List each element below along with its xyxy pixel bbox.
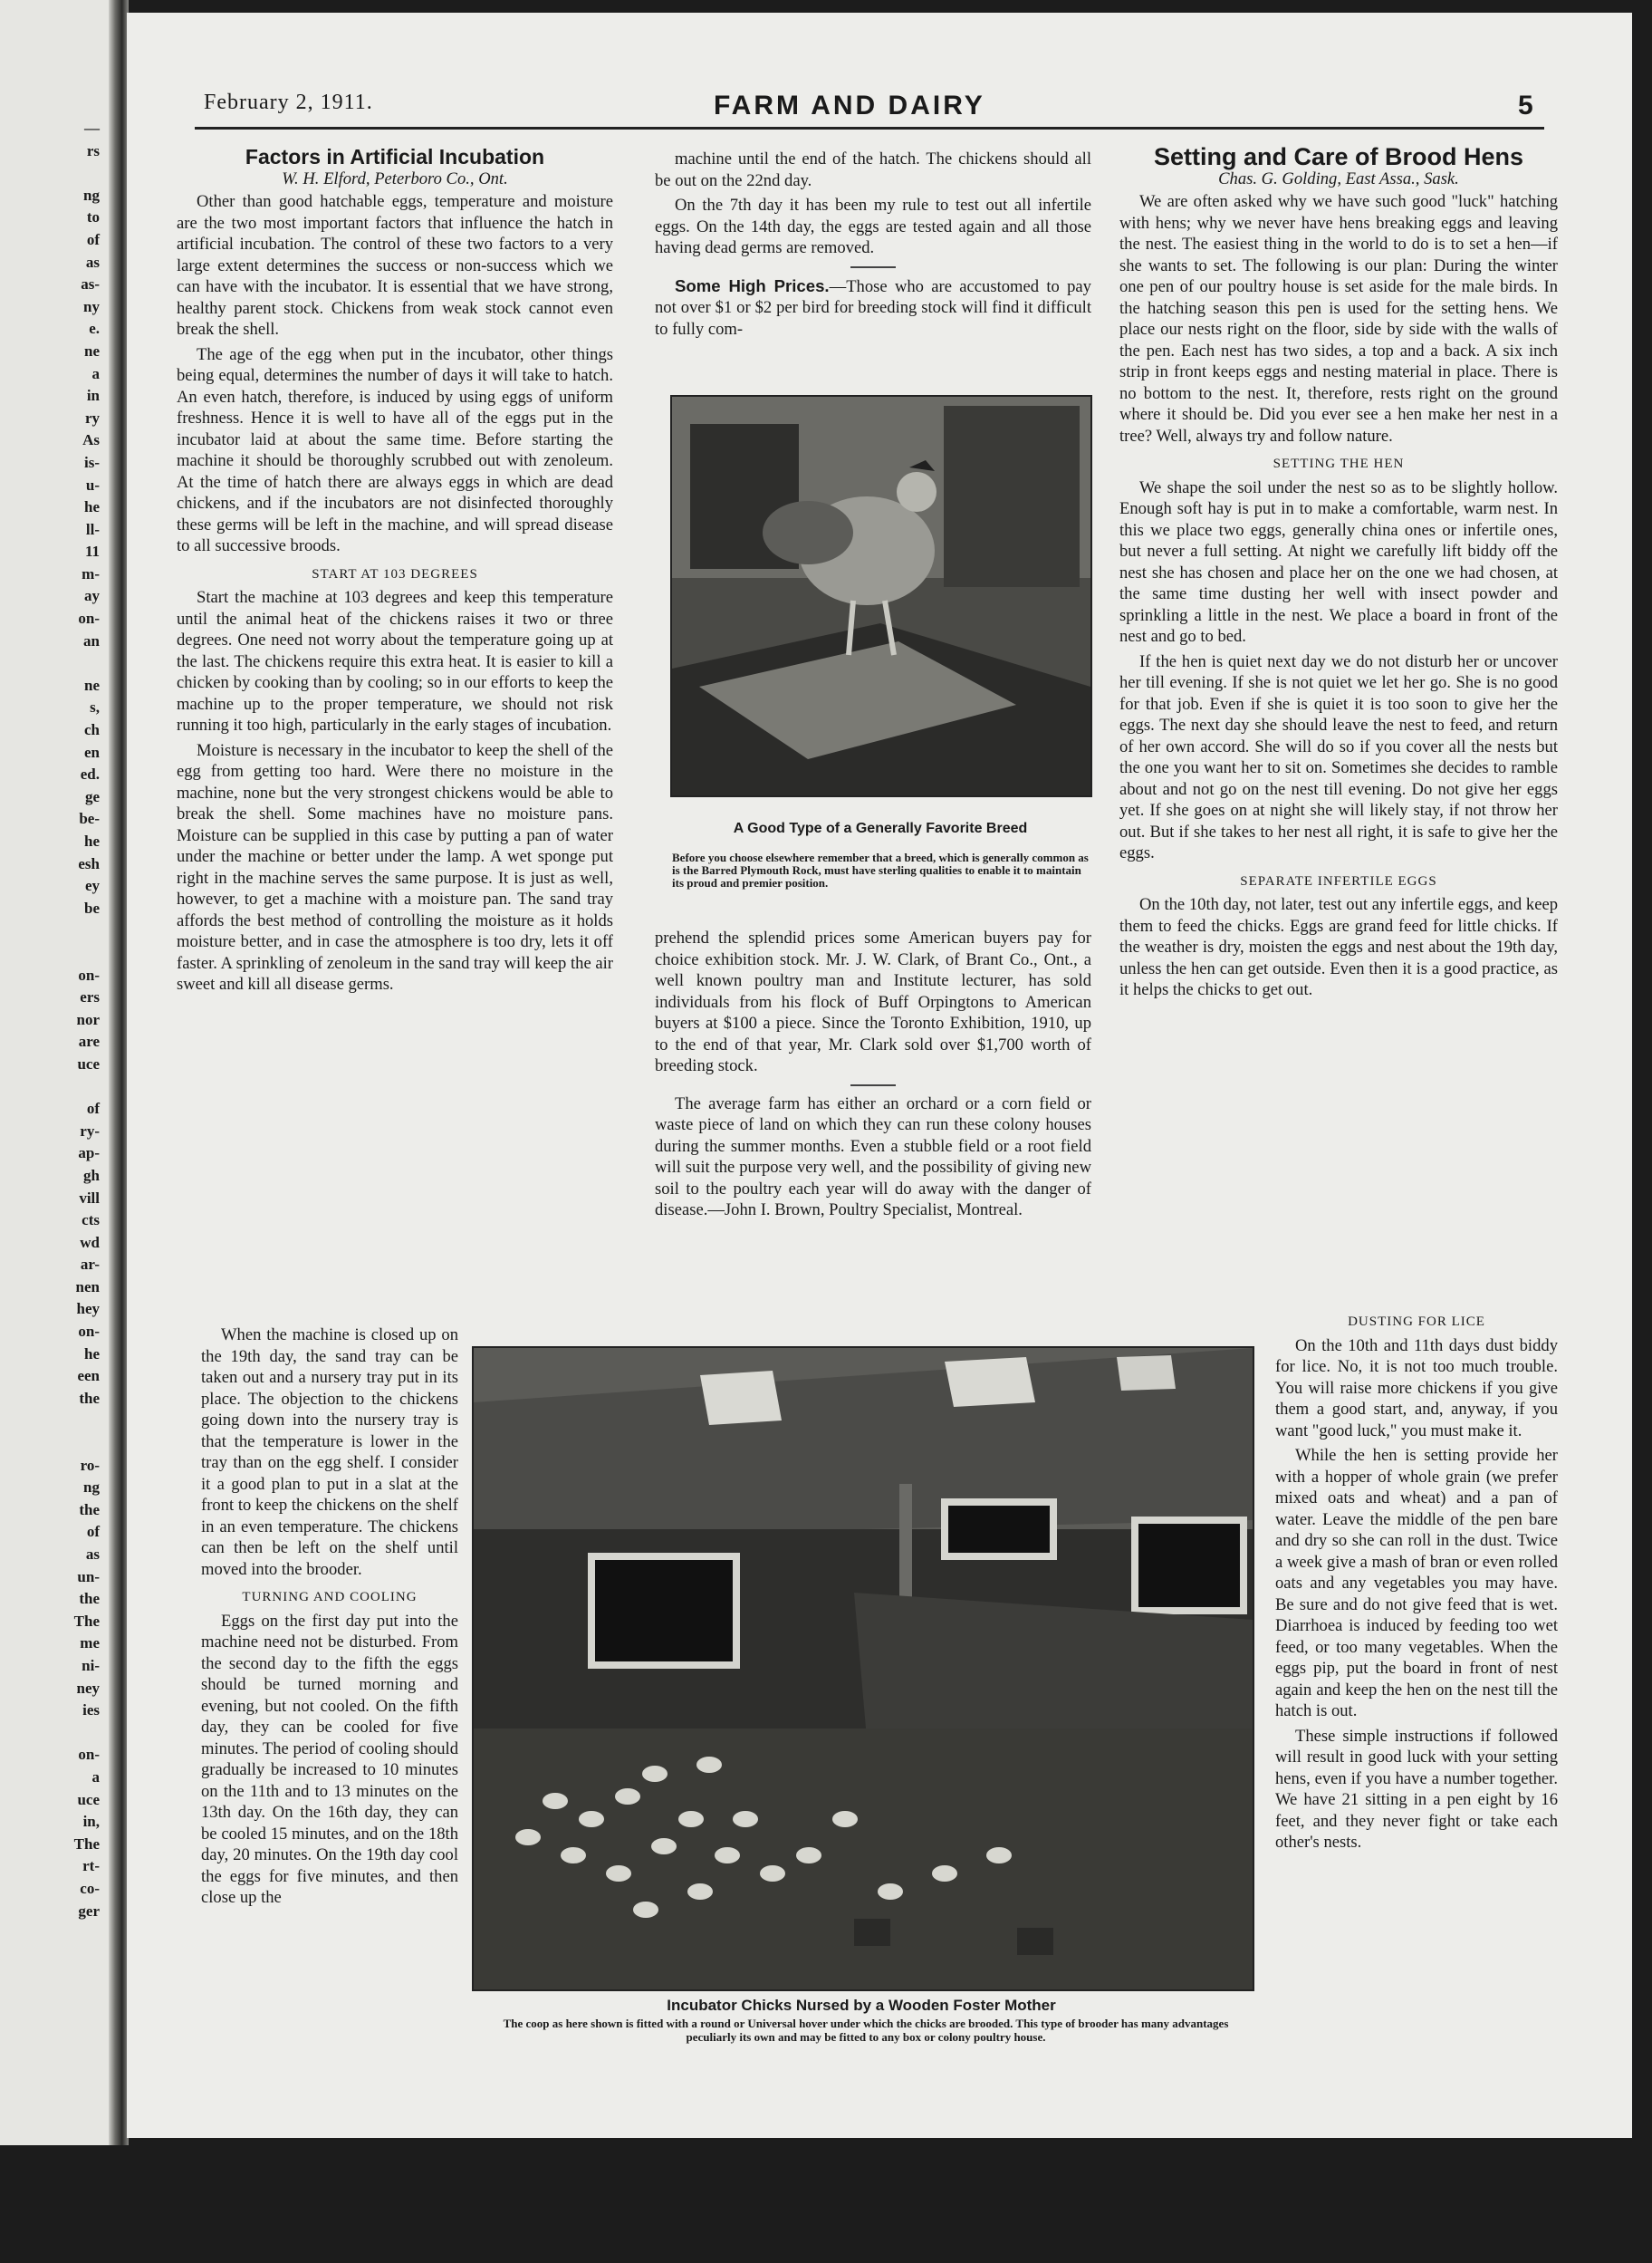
- facing-page-fragment: ch: [84, 721, 100, 739]
- article-brood-hens: [1119, 143, 1558, 1001]
- middle-column: [655, 147, 1091, 340]
- article-title: Factors in Artificial Incubation: [245, 145, 545, 169]
- publication-title: FARM AND DAIRY: [714, 91, 985, 120]
- facing-page-fragment: hey: [76, 1300, 100, 1318]
- facing-page-fragment: [0, 1410, 100, 1432]
- facing-page-fragment: ny: [83, 297, 100, 315]
- photo-plymouth-rock-rooster: [670, 395, 1092, 797]
- facing-page-fragment: in: [86, 387, 100, 405]
- facing-page-fragment: u-: [85, 476, 100, 494]
- facing-page-fragment: are: [78, 1033, 100, 1051]
- facing-page-fragment: an: [83, 631, 100, 650]
- facing-page-fragment: as-: [81, 275, 100, 294]
- facing-page-fragment: ney: [76, 1679, 100, 1697]
- facing-page-fragment: ers: [80, 988, 100, 1006]
- facing-page-fragment: on-: [78, 1323, 100, 1341]
- facing-page-fragment: the: [79, 1389, 100, 1407]
- facing-page-fragment: be: [84, 899, 100, 917]
- facing-page-fragment: ne: [84, 342, 100, 360]
- paragraph: Start the machine at 103 degrees and keep this temperature until the animal heat of the chickens raises it two or three degrees. One need not worry about the temperature going up at the last. The chickens require this extra heat. It is easier to kill a chicken by cooking than by cooling; so in our efforts to keep the machine up to the proper temperature, we should not risk running it too high, particularly in the early stages of incubation.: [177, 588, 613, 735]
- facing-page-fragment: co-: [80, 1879, 100, 1897]
- paragraph: We are often asked why we have such good "luck" hatching with hens; why we never have hens breaking eggs and leaving the nest. The easiest thing in the world to do is to set a hen—if she wants to set. The following is our plan: During the winter one pen of our poultry house is set aside for the male birds. In the hatching season this pen is used for the setting hens. We place our nests right on the floor, side by side with the walls of the pen. Each nest has two sides, a top and a back. A six inch strip in front keeps eggs and nesting material in place. There is no bottom to the nest. It, therefore, rests right on the ground where it should be. Did you ever see a hen make her nest in a tree? Well, always try and follow nature.: [1119, 192, 1558, 446]
- subheading: SETTING THE HEN: [1273, 457, 1405, 471]
- middle-column-lower: [655, 928, 1091, 1221]
- photo2-caption-text: The coop as here shown is fitted with a round or Universal hover under which the chicks are brooded. This type of brooder has many advantages peculiarly its own and may be fitted to any box or colony poultry house.: [503, 2017, 1229, 2044]
- photo-incubator-chicks-coop: [472, 1346, 1254, 1991]
- facing-page-fragment: rs: [86, 141, 100, 159]
- facing-page-fragment: ry: [84, 409, 100, 427]
- facing-page-fragment: [0, 1722, 100, 1745]
- paragraph: These simple instructions if followed will result in good luck with your setting hens, even if you have a number together. We have 21 sitting in a pen eight by 16 feet, and they never fight or take each other's nests.: [1275, 1726, 1558, 1852]
- paragraph-high-prices: [655, 275, 1091, 341]
- facing-page-fragment: of: [86, 1100, 100, 1118]
- facing-page-fragment: ay: [84, 587, 100, 605]
- paragraph: The age of the egg when put in the incubator, other things being equal, determines the number of days it will take to hatch. An even hatch, therefore, is induced by using eggs of uniform freshness. Hence it is well to have all of the eggs put in the incubator laid at about the same time. Before starting the machine it should be thoroughly scrubbed out with zenoleum. At the time of hatch there are always eggs in which are dead chickens, and if the incubators are not disinfected thoroughly these germs will be left in the machine, and will spread disease to all successive broods.: [177, 344, 613, 555]
- facing-page-fragment: ni-: [82, 1656, 100, 1674]
- facing-page-fragment: e.: [89, 320, 100, 338]
- article-incubation: [177, 147, 613, 996]
- article-incubation-continued: [201, 1324, 458, 1909]
- facing-page-fragment: ge: [84, 787, 100, 805]
- article-byline: Chas. G. Golding, East Assa., Sask.: [1218, 169, 1459, 188]
- facing-page-fragment: to: [86, 208, 100, 226]
- facing-page-fragment: en: [84, 743, 100, 761]
- paragraph: Eggs on the first day put into the machine need not be disturbed. From the second day to the fifth the eggs should be turned morning and evening, but not cooled. On the fifth day, they can be cooled for five minutes. The period of cooling should gradually be increased to 10 minutes on the 11th and to 13 minutes on the 13th day. On the 16th day, they can be cooled 15 minutes, and on the 18th day, 20 minutes. On the 19th day cool the eggs for five minutes, and then close up the: [201, 1611, 458, 1907]
- facing-page-fragment: ies: [82, 1701, 100, 1719]
- facing-page-fragment: [0, 942, 100, 965]
- facing-page-fragment: [0, 1076, 100, 1099]
- facing-page-fragment: m-: [82, 564, 100, 583]
- facing-page-fragment: uce: [77, 1054, 100, 1073]
- paragraph: Moisture is necessary in the incubator to keep the shell of the egg from getting too hard. Were there no moisture in the machine, none but the very strongest chickens would be able to break the shell. Some machines have no moisture pans. Moisture can be supplied in this case by putting a pan of water under the machine or better under the lamp. A wet sponge put right in the machine serves the same purpose. It is just as well, however, to get a machine with a moisture pan. The sand tray affords the best method of controlling the moisture as it holds moisture better, and in case the atmosphere is too dry, lets it off faster. A sprinkling of zenoleum in the sand tray will keep the air sweet and kill all disease germs.: [177, 740, 613, 994]
- paragraph: On the 10th day, not later, test out any infertile eggs, and keep them to feed the chicks. Eggs are grand feed for little chicks. If the weather is dry, moisten the eggs and nest about the 19th day, unless the hen can get outside. Even then it is a good practice, as it helps the chicks to get out.: [1119, 895, 1558, 999]
- facing-page-edge-text: [0, 0, 109, 2263]
- facing-page-fragment: As: [82, 431, 100, 449]
- subheading: START AT 103 DEGREES: [312, 566, 478, 582]
- paragraph: machine until the end of the hatch. The chickens should all be out on the 22nd day.: [655, 149, 1091, 190]
- facing-page-fragment: ey: [84, 877, 100, 895]
- paragraph: When the machine is closed up on the 19th day, the sand tray can be taken out and a nursery tray put in its place. The objection to the chickens going down into the nursery tray is that the temperature is lower in the tray than on the egg shelf. I consider it a good plan to put in a slat at the front to keep the chickens on the shelf in an even temperature. The chickens can then be left on the shelf until moved into the brooder.: [201, 1325, 458, 1579]
- facing-page-fragment: ar-: [80, 1256, 100, 1274]
- divider: [850, 266, 896, 268]
- facing-page-fragment: is-: [84, 453, 100, 471]
- facing-page-fragment: he: [84, 1344, 100, 1363]
- facing-page-fragment: esh: [78, 854, 100, 872]
- subheading: SEPARATE INFERTILE EGGS: [1240, 873, 1437, 889]
- page-number: 5: [1518, 91, 1533, 120]
- photo1-caption-text: Before you choose elsewhere remember that a breed, which is generally common as is the Barred Plymouth Rock, must have sterling qualities to enable it to maintain its proud and premier position.: [672, 851, 1089, 890]
- facing-page-fragment: ry-: [80, 1122, 100, 1140]
- facing-page-fragment: me: [80, 1634, 100, 1652]
- run-in-head: Some High Prices.: [675, 275, 830, 295]
- facing-page-fragment: [0, 920, 100, 942]
- facing-page-fragment: uce: [77, 1790, 100, 1808]
- facing-page-fragment: gh: [83, 1166, 100, 1184]
- facing-page-fragment: ng: [83, 186, 100, 204]
- paragraph: prehend the splendid prices some American buyers pay for choice exhibition stock. Mr. J. W. Clark, of Brant Co., Ont., a well known poultry man and Institute lecturer, has sold individuals from his flock of Buff Orpingtons to American buyers at $100 a piece. Since the Toronto Exhibition, 1910, up to the end of that year, Mr. Clark sold over $1,700 worth of breeding stock.: [655, 929, 1091, 1075]
- article-byline: W. H. Elford, Peterboro Co., Ont.: [282, 169, 508, 188]
- facing-page-fragment: as: [85, 253, 100, 271]
- subheading: DUSTING FOR LICE: [1348, 1314, 1485, 1329]
- facing-page-fragment: vill: [79, 1189, 100, 1207]
- facing-page-fragment: the: [79, 1500, 100, 1518]
- facing-page-fragment: on-: [78, 966, 100, 984]
- facing-page-fragment: of: [86, 1523, 100, 1541]
- facing-page-fragment: nor: [76, 1010, 100, 1028]
- facing-page-fragment: he: [84, 833, 100, 850]
- paragraph: On the 7th day it has been my rule to test out all infertile eggs. On the 14th day, the eggs are tested again and all those having dead germs are removed.: [655, 196, 1091, 257]
- binding-gutter: [109, 0, 129, 2145]
- paragraph: We shape the soil under the nest so as to be slightly hollow. Enough soft hay is put in to make a comfortable, warm nest. In this we place two eggs, generally china ones or infertile ones, but never a full setting. At night we carefully lift biddy off the nest she has chosen and place her on the one we had chosen, at the same time dusting her well with insect powder and sprinkling a little in the nest. We place a board in front of the nest and go to bed.: [1119, 477, 1558, 646]
- facing-page-fragment: on-: [78, 1746, 100, 1764]
- facing-page-fragment: een: [77, 1367, 100, 1385]
- facing-page-fragment: [0, 652, 100, 675]
- facing-page-fragment: ap-: [78, 1144, 100, 1162]
- divider: [850, 1084, 896, 1086]
- facing-page-fragment: a: [91, 364, 100, 382]
- facing-page-fragment: a: [91, 1767, 100, 1786]
- article-brood-hens-continued: [1275, 1314, 1558, 1854]
- paragraph-text: —Those who are accustomed to pay not over $1 or $2 per bird for breeding stock will find it difficult to fully com-: [655, 276, 1091, 339]
- facing-page-fragment: ed.: [80, 766, 100, 784]
- header-rule: [195, 127, 1544, 130]
- facing-page-fragment: The: [73, 1612, 100, 1630]
- facing-page-fragment: [0, 162, 100, 185]
- facing-page-fragment: ger: [78, 1902, 100, 1920]
- facing-page-fragment: —: [84, 120, 100, 137]
- article-title: Setting and Care of Brood Hens: [1153, 143, 1524, 170]
- facing-page-fragment: be-: [79, 810, 100, 828]
- facing-page-fragment: in,: [82, 1813, 100, 1831]
- paragraph: Other than good hatchable eggs, temperature and moisture are the two most important factors that influence the hatch in artificial incubation. The control of these two factors to a very large extent determines the success or non-success which we can have with the incubator. It is essential that we have strong, healthy parent stock. Chickens from weak stock cannot even break the shell.: [177, 192, 613, 339]
- paragraph: On the 10th and 11th days dust biddy for lice. No, it is not too much trouble. You will raise more chickens if you give them a good start, and, anyway, if you want "good luck," you must make it.: [1275, 1335, 1558, 1440]
- facing-page-fragment: ro-: [80, 1456, 100, 1474]
- facing-page-fragment: he: [84, 498, 100, 516]
- facing-page-fragment: ne: [84, 676, 100, 694]
- facing-page-fragment: 11: [84, 543, 100, 561]
- facing-page-fragment: s,: [90, 698, 100, 717]
- facing-page-fragment: rt-: [82, 1857, 100, 1875]
- facing-page-fragment: of: [86, 230, 100, 248]
- facing-page-fragment: un-: [77, 1567, 100, 1585]
- paragraph: If the hen is quiet next day we do not disturb her or uncover her till evening. If she is not quiet we let her go. She is no good for that job. Even if she is quiet it is too soon to give her the eggs. The next day she should leave the nest to feed, and return of her own accord. She will do so if you cover all the nests but the one you want her to sit on. Sometimes she decides to ramble about and not go on the nest till evening. Do not give her eggs yet. If she goes on at night she will likely stay, if not throw her out. But if she takes to her nest all right, it is safe to give her the eggs.: [1119, 651, 1558, 862]
- facing-page-fragment: cts: [82, 1211, 100, 1229]
- paragraph: While the hen is setting provide her with a hopper of whole grain (we prefer mixed oats and wheat) and a pan of water. Leave the middle of the pen bare and dry so she can roll in the dust. Twice a week give a mash of bran or even rolled oats and any vegetables you may have. Be sure and do not give feed that is wet. Diarrhoea is induced by feeding too wet feed, or too many vegetables. When the eggs pip, put the board in front of nest again and keep the hen on the nest till the hatch is out.: [1275, 1446, 1558, 1720]
- issue-date: February 2, 1911.: [204, 91, 373, 114]
- facing-page-fragment: [0, 1432, 100, 1455]
- facing-page-fragment: the: [79, 1590, 100, 1608]
- facing-page-fragment: ll-: [85, 520, 100, 538]
- facing-page-fragment: nen: [75, 1277, 100, 1295]
- subheading: TURNING AND COOLING: [242, 1590, 418, 1604]
- facing-page-fragment: ng: [83, 1478, 100, 1497]
- paragraph: The average farm has either an orchard or a corn field or waste piece of land on which they can run these colony houses during the summer months. Even a stubble field or a root field will suit the purpose very well, and the possibility of giving new soil to the poultry each year will do away with the danger of disease.—John I. Brown, Poultry Specialist, Montreal.: [655, 1093, 1091, 1219]
- facing-page-fragment: on-: [78, 610, 100, 628]
- facing-page-fragment: The: [73, 1834, 100, 1853]
- photo1-caption: A Good Type of a Generally Favorite Breed: [733, 821, 1028, 836]
- facing-page-fragment: as: [85, 1546, 100, 1563]
- photo2-caption: Incubator Chicks Nursed by a Wooden Foster Mother: [667, 1997, 1056, 2014]
- facing-page-fragment: wd: [80, 1233, 100, 1251]
